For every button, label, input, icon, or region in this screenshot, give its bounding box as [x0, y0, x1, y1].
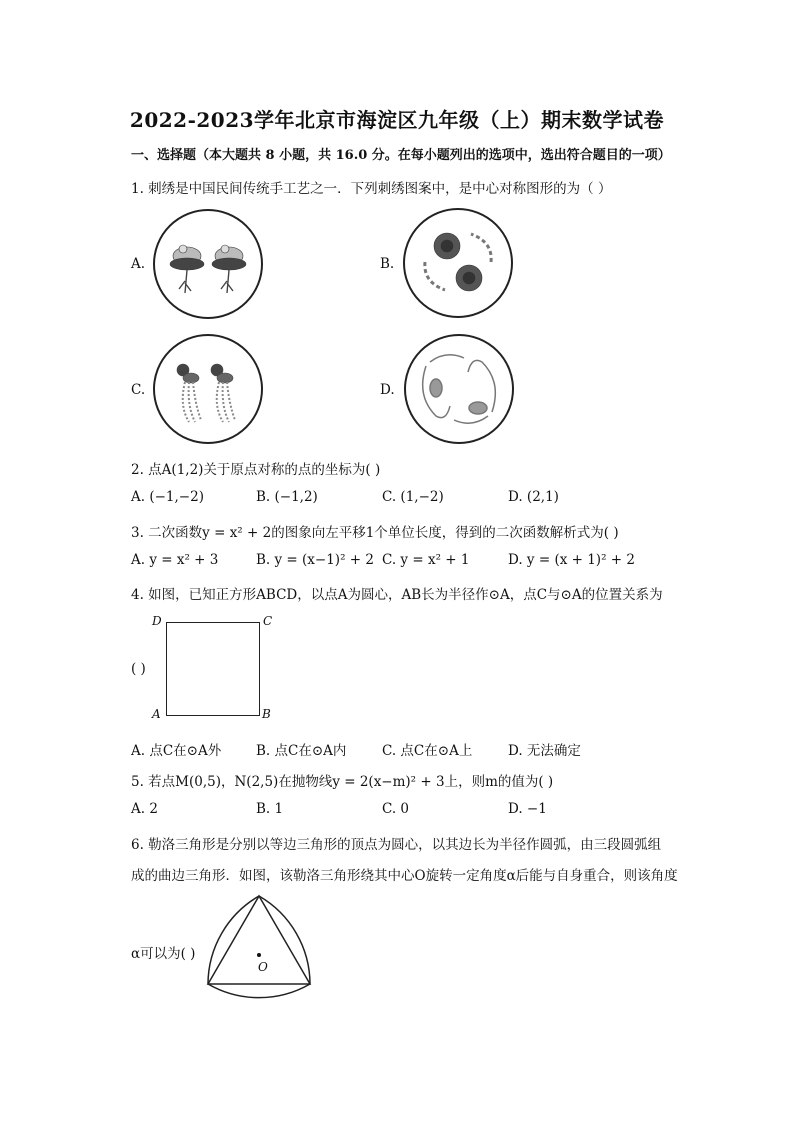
- question-2-text: 2. 点A(1,2)关于原点对称的点的坐标为( ): [131, 462, 381, 478]
- question-6-line-3: α可以为( ): [131, 946, 196, 962]
- q2-option-c: C. (1,−2): [382, 489, 444, 505]
- reuleaux-triangle-figure: [200, 890, 318, 1000]
- question-6-line-2: 成的曲边三角形．如图，该勒洛三角形绕其中心O旋转一定角度α后能与自身重合，则该角度: [131, 868, 678, 884]
- q1-option-a-image: [153, 209, 263, 319]
- vertex-label-a: A: [152, 707, 161, 721]
- q2-option-a: A. (−1,−2): [131, 489, 204, 505]
- question-5-text: 5. 若点M(0,5)，N(2,5)在抛物线y = 2(x−m)² + 3上，则m的值为( ): [131, 774, 554, 790]
- square-abcd-figure: [166, 622, 260, 716]
- embroidery-flowers-pair-icon: [155, 211, 261, 317]
- vertex-label-c: C: [263, 614, 273, 628]
- q4-answer-paren: ( ): [131, 661, 146, 677]
- q5-option-b: B. 1: [256, 801, 284, 817]
- q1-option-c-image: [153, 334, 263, 444]
- q2-option-b: B. (−1,2): [256, 489, 318, 505]
- embroidery-phoenix-pair-icon: [406, 336, 512, 442]
- embroidery-peacock-pair-icon: [155, 336, 261, 442]
- q3-option-a: A. y = x² + 3: [131, 552, 219, 568]
- page-title: 2022-2023学年北京市海淀区九年级（上）期末数学试卷: [129, 108, 665, 132]
- q4-option-a: A. 点C在⊙A外: [131, 743, 222, 759]
- vertex-label-d: D: [152, 614, 162, 628]
- q5-option-a: A. 2: [131, 801, 158, 817]
- q3-option-c: C. y = x² + 1: [382, 552, 470, 568]
- q1-option-c-label: C.: [131, 382, 146, 398]
- embroidery-peony-icon: [405, 210, 511, 316]
- question-4-text: 4. 如图，已知正方形ABCD，以点A为圆心，AB长为半径作⊙A，点C与⊙A的位置关系为: [131, 587, 663, 603]
- q1-option-b-image: [403, 208, 513, 318]
- q5-option-d: D. −1: [508, 801, 547, 817]
- q5-option-c: C. 0: [382, 801, 410, 817]
- center-label-o: O: [258, 960, 268, 974]
- q4-option-b: B. 点C在⊙A内: [256, 743, 347, 759]
- q4-option-c: C. 点C在⊙A上: [382, 743, 473, 759]
- question-3-text: 3. 二次函数y = x² + 2的图象向左平移1个单位长度，得到的二次函数解析式为( ): [131, 525, 619, 541]
- q1-option-a-label: A.: [131, 256, 146, 272]
- q4-option-d: D. 无法确定: [508, 743, 581, 759]
- q3-option-d: D. y = (x + 1)² + 2: [508, 552, 635, 568]
- question-6-line-1: 6. 勒洛三角形是分别以等边三角形的顶点为圆心，以其边长为半径作圆弧，由三段圆弧组: [131, 837, 662, 853]
- section-heading: 一、选择题（本大题共 8 小题，共 16.0 分。在每小题列出的选项中，选出符合题目的一项）: [131, 148, 671, 163]
- vertex-label-b: B: [262, 707, 271, 721]
- q2-option-d: D. (2,1): [508, 489, 559, 505]
- q3-option-b: B. y = (x−1)² + 2: [256, 552, 374, 568]
- q1-option-b-label: B.: [380, 256, 395, 272]
- center-point-o: [257, 953, 261, 957]
- q1-option-d-image: [404, 334, 514, 444]
- question-1-text: 1. 刺绣是中国民间传统手工艺之一．下列刺绣图案中，是中心对称图形的为（ ）: [131, 181, 612, 197]
- q1-option-d-label: D.: [380, 382, 395, 398]
